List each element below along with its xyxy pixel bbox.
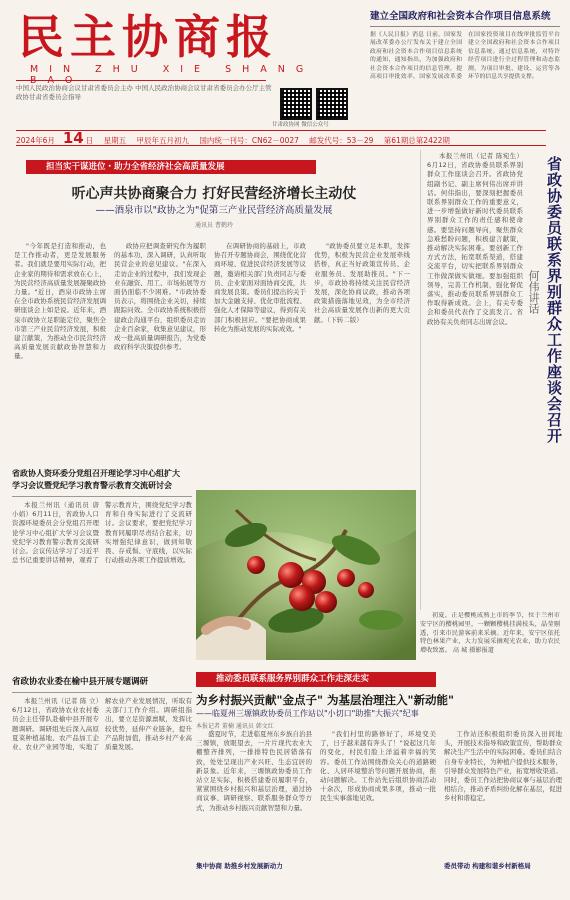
masthead-org-line: [16, 84, 276, 102]
story-agri-survey: [12, 676, 192, 896]
masthead-rule: [16, 80, 266, 81]
rural-col-1-text: 盛夏时节，走进临夏州东乡族自治县三塬镇，放眼望去，一片片现代农业大棚整齐排列，一排排特色民居错落有致，处处呈现出产业兴旺、生态宜居的新景象。近年来，三塬镇政协委员工作站立足实际，积极搭建委员履职平台，紧紧围绕乡村振兴和基层治理，通过协商议事、调研视察、联系服务群众等方式，为推动乡村振兴贡献智慧和力量。: [196, 730, 312, 812]
newspaper-logo: 民主协商报: [18, 10, 278, 64]
banner-text-2: 推动委员联系服务界别群众工作走深走实: [216, 674, 370, 684]
top-right-article: [370, 10, 560, 128]
qr-code-icon[interactable]: [280, 88, 312, 120]
rural-subsection-2: 委员带动 构建和谐乡村新格局: [444, 862, 531, 870]
top-right-headline[interactable]: 建立全国政府和社会资本合作项目信息系统: [370, 10, 560, 27]
date-day: 14: [62, 129, 84, 147]
top-right-body: 据《人民日报》消息 日前，国家发展改革委办公厅发布关于建立全国政府和社会资本合作项目信息系统的通知，通知指出，为加强政府和社会资本合作项目的信息管理，提高项目审批效率，国家发展改革委在国家投资项目在线审批监管平台建立全国政府和社会资本合作项目信息系统。通过信息系统，对特许经营项目进行全过程管理和动态监测，为项目审批、建设、运营等各环节的信息共享提供支撑。: [370, 32, 560, 81]
qr-label: 甘肃政协网: [272, 122, 300, 128]
rural-byline: 本报记者 董楠 通讯员 韩文红: [196, 723, 274, 730]
date-weekday: 日: [85, 136, 94, 145]
rural-col-3-text: 工作站还积极组织委员深入田间地头，开展技术指导和政策宣传，帮助群众解决生产生活中的实际困难。委员们结合自身专业特长，为种植户提供技术服务，引导群众发展特色产业，拓宽增收渠道。同时，委员工作站把协商议事与基层治理相结合，推动矛盾纠纷化解在基层，促进乡村和谐稳定。: [444, 730, 562, 803]
study-headline-2[interactable]: 学习会议暨党纪学习教育警示教育交流研讨会: [12, 481, 172, 490]
story-study-session: [12, 468, 192, 668]
study-headline-1[interactable]: 省政协人资环委分党组召开理论学习中心组扩大: [12, 469, 180, 478]
right-column-kicker: 何伟讲话: [527, 270, 540, 314]
agri-body: 本报兰州讯（记者 陈 立）6月12日，省政协农业农村委员会主任带队赴榆中县开展专题调研。调研组先后深入高原夏菜种植基地、农产品加工企业、农业产业园等地，实地了解农业产业发展情况，听取有关部门工作介绍。调研组指出，要立足资源禀赋，发挥比较优势，延伸产业链条，提升产品附加值，推动乡村产业高质量发展。: [12, 697, 192, 752]
rural-col-1: [196, 730, 312, 894]
study-body: 本报兰州讯（通讯员 唐 小娟）6月11日，省政协人口资源环境委员会分党组召开理论学习中心组扩大学习会议暨党纪学习教育警示教育交流研讨会。会议传达学习了习近平总书记重要讲话精神，观看了警示教育片，围绕党纪学习教育和自身实际进行了交流研讨。会议要求，要把党纪学习教育同履职尽责结合起来，切实增强纪律意识，做到知敬畏、存戒惧、守底线，以实际行动推动各项工作提质增效。: [12, 501, 192, 565]
qr-code-icon[interactable]: [316, 88, 348, 120]
lead-col-3: 在调研协商的基础上，市政协召开专题协商会，围绕优化营商环境、促进民营经济发展等议题，邀请相关部门负责同志与委员、企业家面对面协商交流，共商发展良策。委员们提出的关于加大金融支持、优化审批流程、强化人才保障等建议，得到有关部门积极回应。"要把协商成果转化为推动发展的实际成效。": [214, 242, 306, 333]
story-rural-revitalization: [196, 690, 564, 896]
lead-subhead: ——酒泉市以"政协之为"促第三产业民营经济高质量发展: [95, 205, 333, 216]
right-column-article: [420, 150, 567, 610]
right-column-title[interactable]: 省政协委员联系界别群众工作座谈会召开: [545, 156, 563, 444]
rural-headline[interactable]: 为乡村振兴贡献"金点子" 为基层治理注入"新动能": [196, 693, 454, 707]
date-cn-number: 国内统一刊号：CN62－0027: [199, 136, 299, 145]
cherry-photo: [196, 490, 416, 660]
rural-subsection-1: 集中协商 助推乡村发展新动力: [196, 862, 283, 870]
date-issue-number: 第61期总第2422期: [383, 136, 450, 145]
cherry-orchard-image: [196, 490, 416, 660]
org-line-3: 政协甘肃省委员会指导: [16, 93, 81, 101]
lead-byline: 通讯员 曹鹤玲: [195, 222, 233, 229]
qr-labels: [272, 120, 362, 128]
right-column-body: 本报兰州讯（记者 陈宛生）6月12日，省政协委员联系界别群众工作座谈会召开。省政协党组副书记、副主席何伟出席并讲话。何伟指出，要深刻把握委员联系界别群众工作的重要意义，进一步增强做好新时代委员联系界别群众工作的责任感和使命感。要坚持问题导向，聚焦群众急难愁盼问题，积极建言献策，推动解决实际困难。要创新工作方式方法，拓宽联系渠道，搭建交流平台，切实把联系界别群众工作做深做实做细。要加强组织领导，完善工作机制，强化督促落实，推动委员联系界别群众工作取得新成效。会上，有关专委会和委员代表作了交流发言。省政协有关负责同志出席会议。: [427, 152, 523, 326]
section-banner: [26, 160, 316, 174]
photo-caption: 初夏，正是樱桃成熟上市的季节，位于兰州市安宁区的樱桃园里，一颗颗樱桃挂满枝头，晶莹剔透，引来市民游客前来采摘。近年来，安宁区依托特色林果产业，大力发展采摘观光农业，助力农民增收致富。 高 城 摄影报道: [420, 612, 560, 655]
rural-col-2: "我们村里的路修好了，环境变美了，日子越来越有奔头了！"说起这几年的变化，村民们脸上洋溢着幸福的笑容。委员工作站围绕群众关心的道路硬化、人居环境整治等问题开展协商，推动问题解决。工作站先后组织协商活动十余次，形成协商成果多项，推动一批民生实事落地见效。: [320, 730, 436, 803]
rural-col-3: [444, 730, 562, 894]
lead-headline[interactable]: 听心声共协商聚合力 打好民营经济增长主动仗: [71, 186, 357, 202]
date-year-month: 2024年6月: [16, 136, 55, 145]
date-weekday-label: 星期五: [103, 136, 127, 145]
divider: [12, 496, 192, 497]
dateline: [16, 130, 546, 146]
lead-col-1: "今年既是打造和推动，也是工作推动者，更是发展服务者。我们就是要用实际行动，把企业家的期待和需求放在心上，为民营经济高质量发展凝聚政协力量。"近日，酒泉市政协主席在全市政协系统民营经济发展调研座谈会上如是说。近年来，酒泉市政协立足职能定位，聚焦全市第三产业民营经济发展，积极建言献策，为推动全市民营经济高质量发展贡献政协智慧和力量。: [14, 242, 106, 361]
org-line-1: 中国人民政治协商会议甘肃省委员会主办: [16, 84, 133, 92]
section-banner-2: [196, 672, 436, 687]
org-line-2: 中国人民政治协商会议甘肃省委员会办公厅主管: [135, 84, 272, 92]
date-issue-code: 邮发代号：53－29: [309, 136, 374, 145]
lead-col-2: 政协应把调查研究作为履职的基本功，深入调研，认真听取民营企业的意见建议。"在深入走访企业的过程中，我们发现企业在融资、用工、市场拓展等方面仍面临不少困难。"市政协委员表示，将围绕企业关切，持续跟踪问效。全市政协系统积极搭建政企沟通平台，组织委员走访企业百余家，收集意见建议，形成一批高质量调研报告，为党委政府科学决策提供参考。: [114, 242, 206, 352]
lead-story: [14, 180, 414, 458]
date-lunar: 甲辰年五月初九: [136, 136, 190, 145]
agri-headline[interactable]: 省政协农业委在榆中县开展专题调研: [12, 677, 149, 687]
qr-label: 微信公众号: [301, 122, 329, 128]
newspaper-pinyin: MIN ZHU XIE SHANG: [30, 64, 315, 75]
banner-text: 担当实干谋进位・助力全省经济社会高质量发展: [46, 162, 225, 172]
lead-col-4: "政协委员要立足本职，发挥优势，积极为民营企业发展牵线搭桥，真正当好政策宣传员、企业服务员、发展助推员。"下一步，市政协将持续关注民营经济发展，深化协商议政，推动各项政策措施落地见效，为全市经济社会高质量发展作出新的更大贡献。（下转二版）: [314, 242, 410, 324]
divider: [12, 692, 192, 693]
masthead: [10, 4, 360, 128]
rural-subhead: ——临夏州三塬镇政协委员工作站以"小切口"助推"大振兴"纪事: [196, 709, 419, 718]
